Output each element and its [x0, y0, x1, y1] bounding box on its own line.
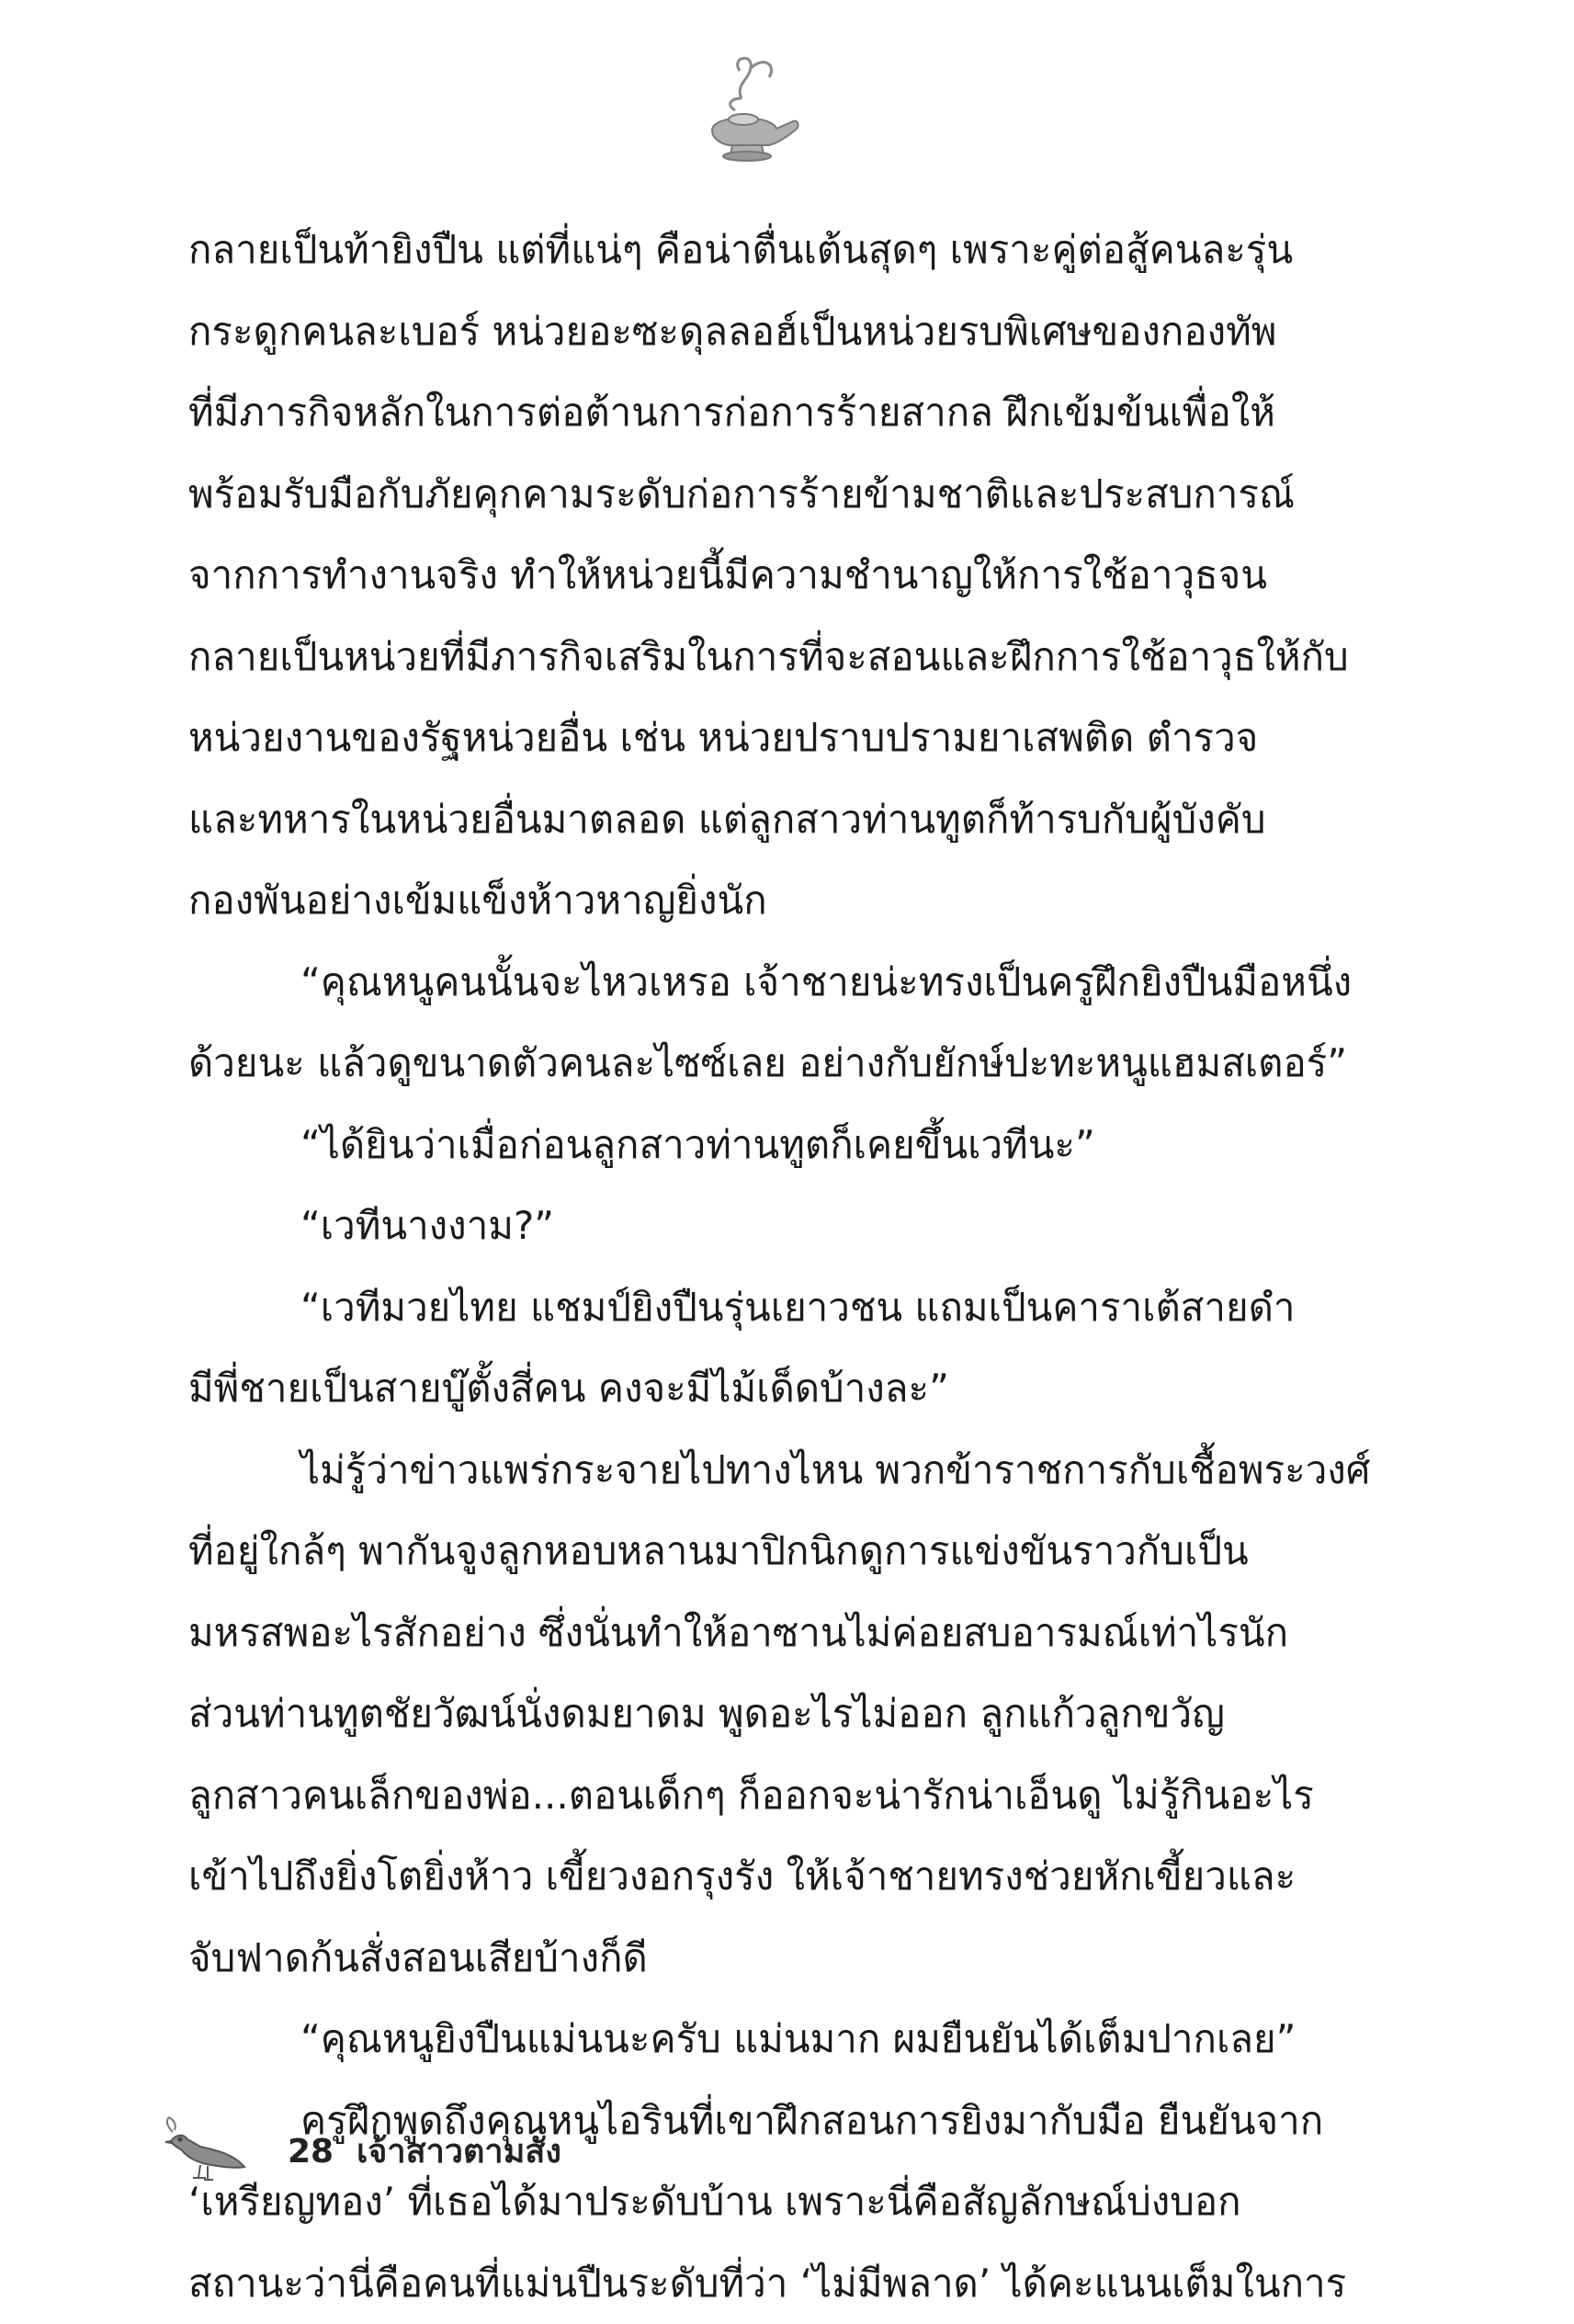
text-line: มหรสพอะไรสักอย่าง ซึ่งนั่นทำให้อาซานไม่ค่อยสบอารมณ์เท่าไรนัก: [188, 1593, 1314, 1674]
text-line: เข้าไปถึงยิ่งโตยิ่งห้าว เขี้ยวงอกรุงรัง ให้เจ้าชายทรงช่วยหักเขี้ยวและ: [188, 1836, 1314, 1918]
page-number: 28: [288, 2134, 334, 2171]
text-line: กองพันอย่างเข้มแข็งห้าวหาญยิ่งนัก: [188, 860, 1314, 942]
text-line: ที่อยู่ใกล้ๆ พากันจูงลูกหอบหลานมาปิกนิกดูการแข่งขันราวกับเป็น: [188, 1511, 1314, 1593]
text-line: ไม่รู้ว่าข่าวแพร่กระจายไปทางไหน พวกข้าราชการกับเชื้อพระวงศ์: [188, 1430, 1314, 1512]
magic-lamp-icon: [685, 48, 813, 176]
book-title: เจ้าสาวตามสั่ง: [357, 2134, 561, 2171]
text-line: สถานะว่านี่คือคนที่แม่นปืนระดับที่ว่า ‘ไม่มีพลาด’ ได้คะแนนเต็มในการ: [188, 2243, 1314, 2324]
text-line: “คุณหนูยิงปืนแม่นนะครับ แม่นมาก ผมยืนยันได้เต็มปากเลย”: [188, 1999, 1314, 2080]
bird-icon: [164, 2114, 255, 2187]
text-line: ด้วยนะ แล้วดูขนาดตัวคนละไซซ์เลย อย่างกับยักษ์ปะทะหนูแฮมสเตอร์”: [188, 1023, 1314, 1105]
text-line: และทหารในหน่วยอื่นมาตลอด แต่ลูกสาวท่านทูตก็ท้ารบกับผู้บังคับ: [188, 779, 1314, 861]
text-line: จากการทำงานจริง ทำให้หน่วยนี้มีความชำนาญให้การใช้อาวุธจน: [188, 535, 1314, 617]
text-line: ที่มีภารกิจหลักในการต่อต้านการก่อการร้ายสากล ฝึกเข้มข้นเพื่อให้: [188, 372, 1314, 454]
page-footer: [164, 2114, 807, 2187]
text-line: กลายเป็นหน่วยที่มีภารกิจเสริมในการที่จะสอนและฝึกการใช้อาวุธให้กับ: [188, 617, 1314, 698]
text-line: ครูฝึกพูดถึงคุณหนูไอรินที่เขาฝึกสอนการยิงมากับมือ ยืนยันจาก: [188, 2080, 1314, 2162]
text-line: กลายเป็นท้ายิงปืน แต่ที่แน่ๆ คือน่าตื่นเต้นสุดๆ เพราะคู่ต่อสู้คนละรุ่น: [188, 210, 1314, 291]
text-line: หน่วยงานของรัฐหน่วยอื่น เช่น หน่วยปราบปรามยาเสพติด ตำรวจ: [188, 697, 1314, 779]
text-line: ‘เหรียญทอง’ ที่เธอได้มาประดับบ้าน เพราะนี่คือสัญลักษณ์บ่งบอก: [188, 2161, 1314, 2243]
text-line: “เวทีนางงาม?”: [188, 1185, 1314, 1267]
text-line: กระดูกคนละเบอร์ หน่วยอะซะดุลลอฮ์เป็นหน่วยรบพิเศษของกองทัพ: [188, 291, 1314, 373]
body-text: [188, 210, 1314, 2324]
text-line: ส่วนท่านทูตชัยวัฒน์นั่งดมยาดม พูดอะไรไม่ออก ลูกแก้วลูกขวัญ: [188, 1673, 1314, 1755]
text-line: “เวทีมวยไทย แชมป์ยิงปืนรุ่นเยาวชน แถมเป็นคาราเต้สายดำ: [188, 1267, 1314, 1349]
text-line: จับฟาดก้นสั่งสอนเสียบ้างก็ดี: [188, 1918, 1314, 2000]
text-line: “คุณหนูคนนั้นจะไหวเหรอ เจ้าชายน่ะทรงเป็นครูฝึกยิงปืนมือหนึ่ง: [188, 942, 1314, 1024]
text-line: “ได้ยินว่าเมื่อก่อนลูกสาวท่านทูตก็เคยขึ้นเวทีนะ”: [188, 1105, 1314, 1186]
text-line: พร้อมรับมือกับภัยคุกคามระดับก่อการร้ายข้ามชาติและประสบการณ์: [188, 454, 1314, 536]
text-line: ลูกสาวคนเล็กของพ่อ...ตอนเด็กๆ ก็ออกจะน่ารักน่าเอ็นดู ไม่รู้กินอะไร: [188, 1755, 1314, 1837]
text-line: มีพี่ชายเป็นสายบู๊ตั้งสี่คน คงจะมีไม้เด็ดบ้างละ”: [188, 1348, 1314, 1430]
